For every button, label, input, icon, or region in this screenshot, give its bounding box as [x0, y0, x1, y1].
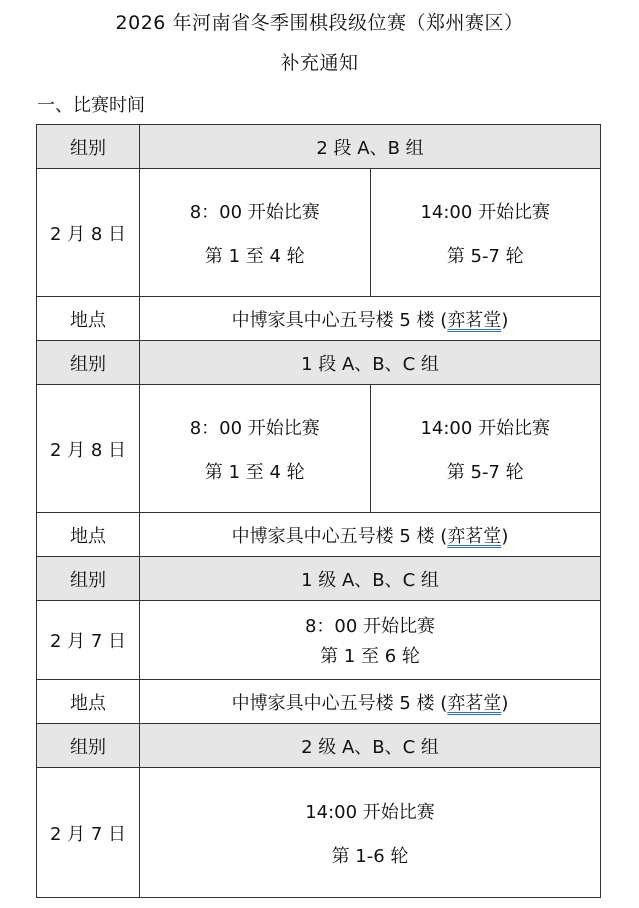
date-cell: 2 月 8 日: [37, 169, 140, 297]
afternoon-session-cell: [370, 169, 601, 297]
session-rounds: 第 5-7 轮: [446, 461, 524, 483]
group-label-cell: 组别: [37, 341, 140, 385]
session-time: 14:00 开始比赛: [420, 417, 551, 439]
group-label-cell: 组别: [37, 557, 140, 601]
session-rounds: 第 1 至 6 轮: [320, 646, 420, 667]
document-subtitle: 补充通知: [280, 52, 359, 74]
date-cell: 2 月 7 日: [37, 768, 140, 898]
group-label-cell: 组别: [37, 724, 140, 768]
place-label-cell: 地点: [37, 297, 140, 341]
group-label-cell: 组别: [37, 125, 140, 169]
schedule-table: [36, 124, 601, 898]
session-time: 14:00 开始比赛: [305, 801, 435, 823]
venue-paren-open: (: [440, 525, 448, 547]
venue-paren-close: ): [501, 692, 509, 714]
morning-session-cell: [140, 169, 371, 297]
section-heading: 一、比赛时间: [37, 95, 145, 116]
session-rounds: 第 1 至 4 轮: [204, 245, 305, 267]
venue-name: 中博家具中心五号楼 5 楼: [231, 309, 435, 331]
table-row: [37, 169, 601, 297]
table-row: [37, 724, 601, 768]
venue-hall: 弈茗堂: [447, 692, 502, 714]
session-cell: [140, 768, 601, 898]
venue-name: 中博家具中心五号楼 5 楼: [231, 525, 435, 547]
venue-paren-open: (: [440, 309, 448, 331]
table-row: [37, 341, 601, 385]
session-time: 8：00 开始比赛: [304, 616, 436, 637]
group-value-cell: 1 段 A、B、C 组: [140, 341, 601, 385]
table-row: [37, 680, 601, 724]
table-row: [37, 385, 601, 513]
document-title: 2026 年河南省冬季围棋段级位赛（郑州赛区）: [115, 12, 524, 34]
session-rounds: 第 5-7 轮: [446, 245, 524, 267]
table-row: [37, 297, 601, 341]
afternoon-session-cell: [370, 385, 601, 513]
table-row: [37, 557, 601, 601]
place-label-cell: 地点: [37, 513, 140, 557]
venue-hall: 弈茗堂: [447, 309, 502, 331]
group-value-cell: 1 级 A、B、C 组: [140, 557, 601, 601]
session-time: 8：00 开始比赛: [189, 417, 320, 439]
date-cell: 2 月 8 日: [37, 385, 140, 513]
date-cell: 2 月 7 日: [37, 601, 140, 680]
group-value-cell: 2 级 A、B、C 组: [140, 724, 601, 768]
session-cell: [140, 601, 601, 680]
morning-session-cell: [140, 385, 371, 513]
place-value-cell: [140, 680, 601, 724]
session-rounds: 第 1-6 轮: [331, 845, 409, 867]
group-value-cell: 2 段 A、B 组: [140, 125, 601, 169]
session-time: 8：00 开始比赛: [189, 201, 320, 223]
table-row: [37, 768, 601, 898]
place-label-cell: 地点: [37, 680, 140, 724]
table-row: [37, 601, 601, 680]
venue-paren-close: ): [501, 525, 509, 547]
place-value-cell: [140, 513, 601, 557]
venue-name: 中博家具中心五号楼 5 楼: [231, 692, 435, 714]
session-time: 14:00 开始比赛: [420, 201, 551, 223]
venue-hall: 弈茗堂: [447, 525, 502, 547]
table-row: [37, 125, 601, 169]
table-row: [37, 513, 601, 557]
session-rounds: 第 1 至 4 轮: [204, 461, 305, 483]
venue-paren-open: (: [440, 692, 448, 714]
place-value-cell: [140, 297, 601, 341]
venue-paren-close: ): [501, 309, 509, 331]
